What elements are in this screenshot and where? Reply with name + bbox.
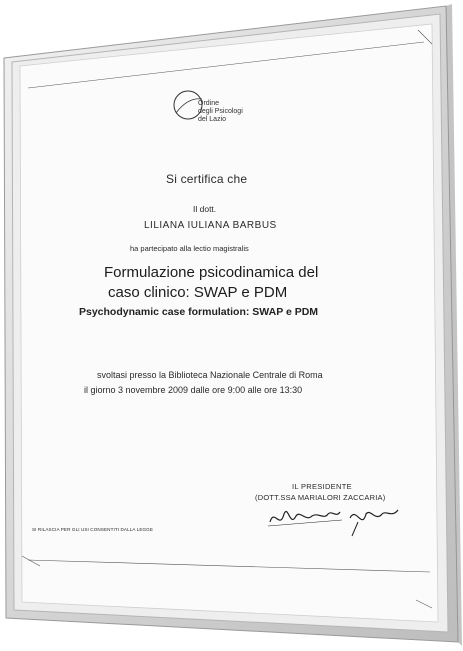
signature-role: IL PRESIDENTE: [292, 482, 352, 491]
recipient-name: LILIANA IULIANA BARBUS: [144, 220, 277, 231]
date-text: il giorno 3 novembre 2009 dalle ore 9:00 alle ore 13:30: [84, 385, 303, 395]
lecture-title-english: Psychodynamic case formulation: SWAP e PDM: [79, 306, 319, 318]
lecture-title-line-2: caso clinico: SWAP e PDM: [108, 284, 288, 301]
lecture-title-line-1: Formulazione psicodinamica del: [104, 264, 319, 281]
footer-note: SI RILASCIA PER GLI USI CONSENTITI DALLA LEGGE: [32, 527, 154, 532]
certifica-heading: Si certifica che: [166, 172, 248, 186]
logo-line-2: degli Psicologi: [198, 108, 243, 115]
location-text: svoltasi presso la Biblioteca Nazionale Centrale di Roma: [97, 370, 323, 380]
participation-text: ha partecipato alla lectio magistralis: [130, 244, 249, 253]
certificate-paper: [26, 36, 421, 602]
logo-line-3: del Lazio: [198, 116, 227, 123]
logo-line-1: Ordine: [198, 100, 220, 107]
dott-label: Il dott.: [193, 204, 217, 214]
signature-name: (DOTT.SSA MARIALORI ZACCARIA): [255, 493, 386, 502]
handwritten-signature-icon: [266, 500, 406, 540]
